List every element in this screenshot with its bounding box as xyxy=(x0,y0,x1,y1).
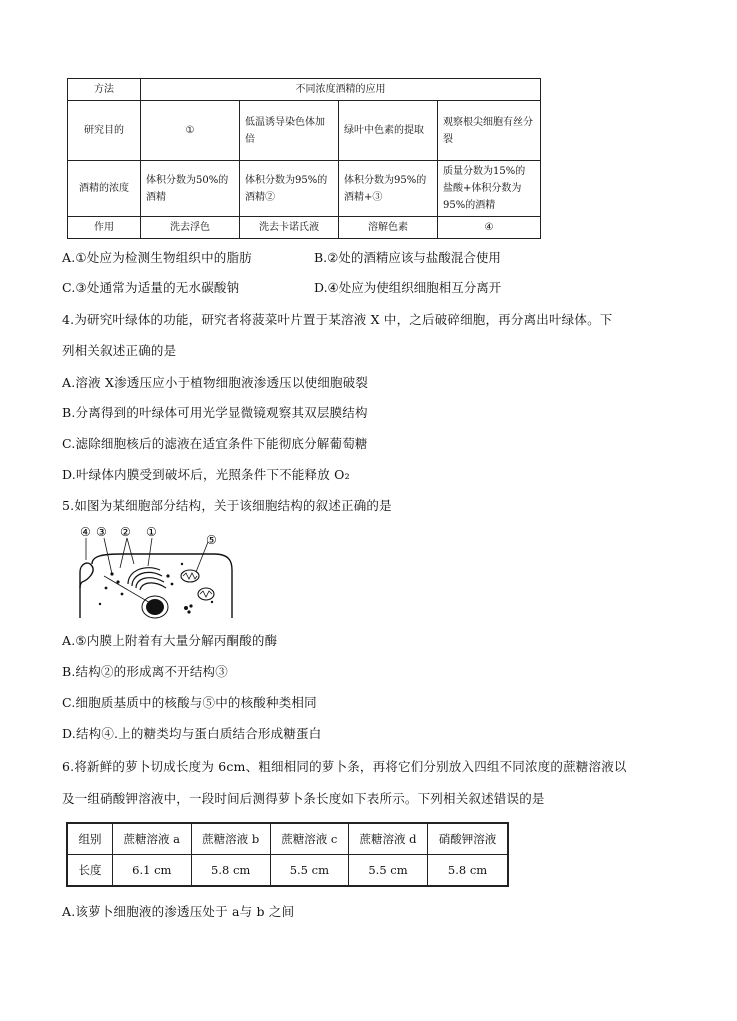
table-row xyxy=(67,855,508,887)
table-cell: 蔗糖溶液 a xyxy=(113,823,192,855)
diagram-label: ③ xyxy=(96,525,107,539)
q5-stem: 5.如图为某细胞部分结构，关于该细胞结构的叙述正确的是 xyxy=(62,498,392,513)
diagram-label: ② xyxy=(120,525,131,539)
diagram-label: ① xyxy=(146,525,157,539)
q5-option-a: A.⑤内膜上附着有大量分解丙酮酸的酶 xyxy=(62,633,278,648)
q6-stem-line2: 及一组硝酸钾溶液中，一段时间后测得萝卜条长度如下表所示。下列相关叙述错误的是 xyxy=(62,791,545,806)
q6-stem-line1: 6.将新鲜的萝卜切成长度为 6cm、粗细相同的萝卜条，再将它们分别放入四组不同浓度的蔗糖溶液以 xyxy=(62,759,627,774)
table-cell: 蔗糖溶液 c xyxy=(270,823,348,855)
alcohol-applications-table xyxy=(67,78,541,239)
q3-option-d: D.④处应为使组织细胞相互分离开 xyxy=(314,280,502,295)
table-cell: 组别 xyxy=(67,823,113,855)
cell-structure-diagram xyxy=(62,524,237,619)
table-cell: 5.8 cm xyxy=(428,855,508,887)
q5-option-b: B.结构②的形成离不开结构③ xyxy=(62,664,228,679)
table-cell: 蔗糖溶液 b xyxy=(191,823,270,855)
table-cell: 观察根尖细胞有丝分裂 xyxy=(438,101,541,161)
table-cell: 5.8 cm xyxy=(191,855,270,887)
q3-option-b: B.②处的酒精应该与盐酸混合使用 xyxy=(314,250,501,265)
diagram-label: ④ xyxy=(80,525,91,539)
table-header-method: 方法 xyxy=(68,79,141,101)
q5-option-c: C.细胞质基质中的核酸与⑤中的核酸种类相同 xyxy=(62,695,317,710)
q3-option-c: C.③处通常为适量的无水碳酸钠 xyxy=(62,280,240,295)
table-cell: 洗去浮色 xyxy=(141,217,240,239)
row-label-purpose: 研究目的 xyxy=(68,101,141,161)
q4-option-a: A.溶液 X渗透压应小于植物细胞液渗透压以使细胞破裂 xyxy=(62,375,369,390)
q4-option-c: C.滤除细胞核后的滤液在适宜条件下能彻底分解葡萄糖 xyxy=(62,436,368,451)
q4-option-b: B.分离得到的叶绿体可用光学显微镜观察其双层膜结构 xyxy=(62,405,368,420)
table-cell: ④ xyxy=(438,217,541,239)
table-cell: ① xyxy=(141,101,240,161)
table-cell: 硝酸钾溶液 xyxy=(428,823,508,855)
q4-stem-line2: 列相关叙述正确的是 xyxy=(62,343,177,358)
table-cell: 绿叶中色素的提取 xyxy=(339,101,438,161)
table-cell: 体积分数为95%的酒精+③ xyxy=(339,161,438,217)
table-row xyxy=(67,823,508,855)
table-cell: 蔗糖溶液 d xyxy=(348,823,427,855)
table-cell: 溶解色素 xyxy=(339,217,438,239)
table-cell: 洗去卡诺氏液 xyxy=(240,217,339,239)
table-cell: 低温诱导染色体加倍 xyxy=(240,101,339,161)
q5-option-d: D.结构④.上的糖类均与蛋白质结合形成糖蛋白 xyxy=(62,726,322,741)
q4-stem-line1: 4.为研究叶绿体的功能，研究者将菠菜叶片置于某溶液 X 中，之后破碎细胞，再分离出叶绿体。下 xyxy=(62,312,613,327)
table-cell: 5.5 cm xyxy=(270,855,348,887)
table-cell: 长度 xyxy=(67,855,113,887)
row-label-effect: 作用 xyxy=(68,217,141,239)
table-header-apps: 不同浓度酒精的应用 xyxy=(141,79,541,101)
row-label-concentration: 酒精的浓度 xyxy=(68,161,141,217)
radish-length-table xyxy=(66,822,509,887)
q6-option-a: A.该萝卜细胞液的渗透压处于 a与 b 之间 xyxy=(62,904,295,919)
table-cell: 体积分数为50%的酒精 xyxy=(141,161,240,217)
table-cell: 质量分数为15%的盐酸+体积分数为95%的酒精 xyxy=(438,161,541,217)
table-cell: 5.5 cm xyxy=(348,855,427,887)
q3-option-a: A.①处应为检测生物组织中的脂肪 xyxy=(62,250,252,265)
table-cell: 体积分数为95%的酒精② xyxy=(240,161,339,217)
diagram-label: ⑤ xyxy=(206,533,217,547)
table-cell: 6.1 cm xyxy=(113,855,192,887)
q4-option-d: D.叶绿体内膜受到破坏后，光照条件下不能释放 O₂ xyxy=(62,467,350,482)
